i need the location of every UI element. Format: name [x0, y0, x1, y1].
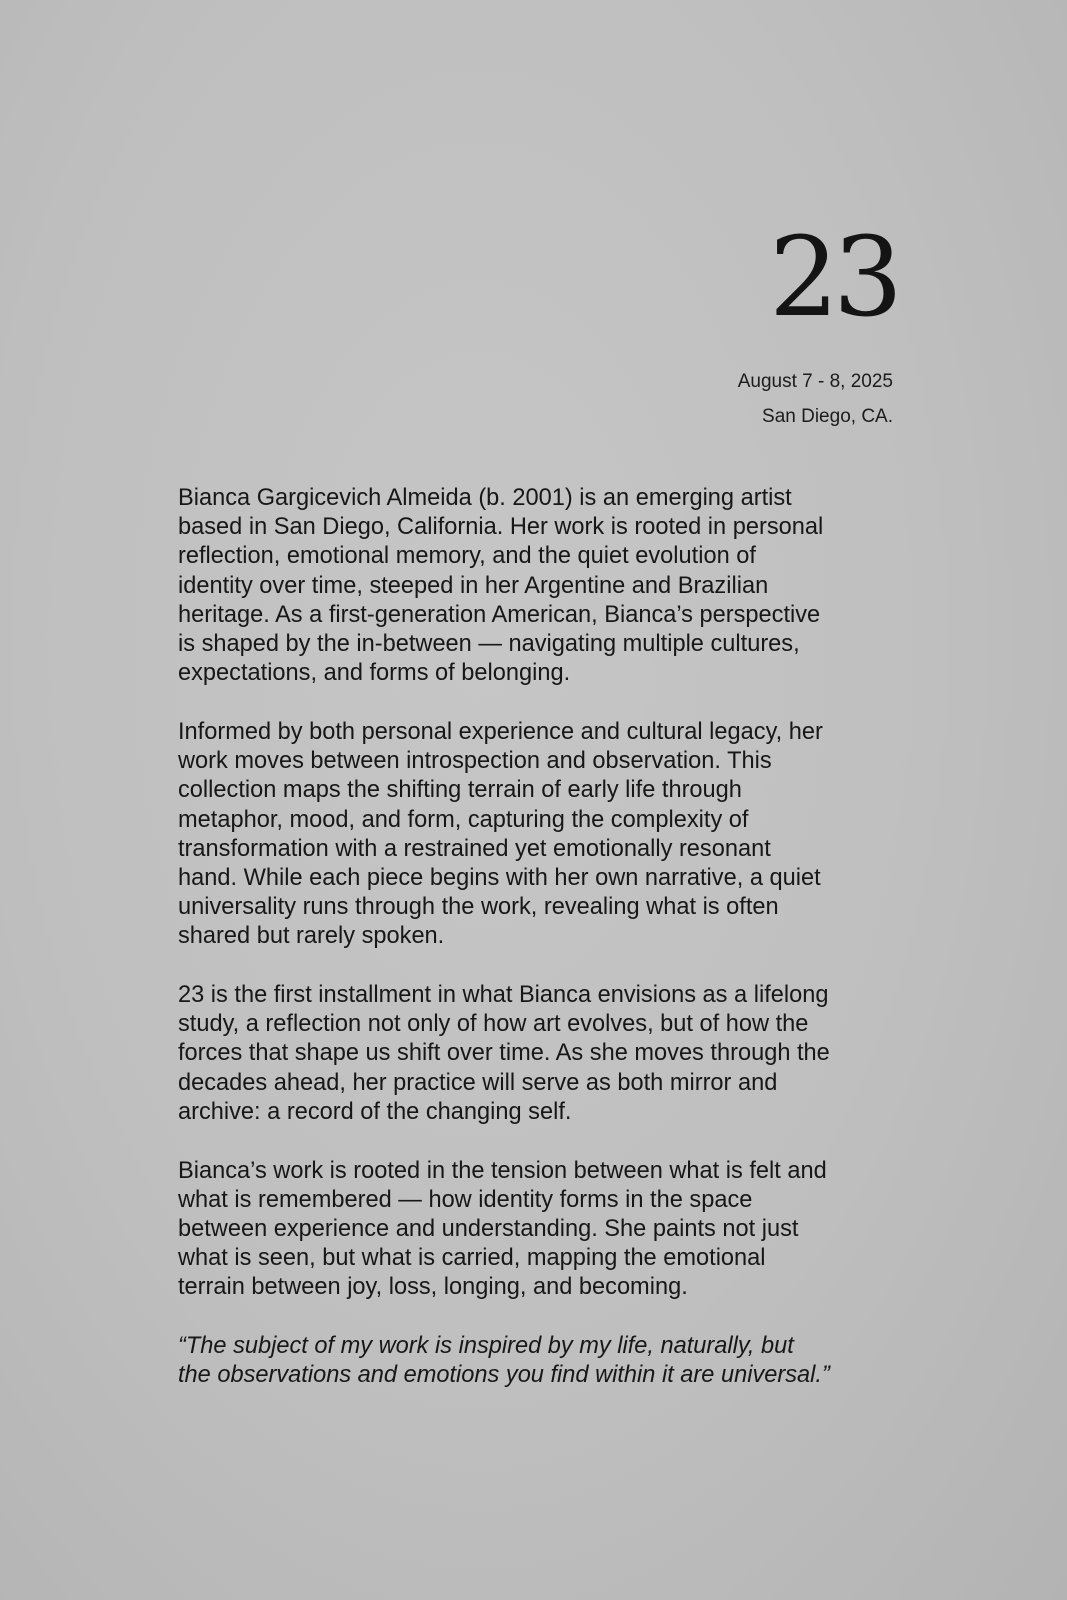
exhibit-details — [738, 364, 893, 434]
artist-statement — [178, 484, 898, 1390]
statement-paragraph-4: Bianca’s work is rooted in the tension between what is felt and what is remembered — how identity forms in the space between experience and understanding. She paints not just what is seen, but what is carried, mapping the emotional terrain between joy, loss, longing, and becoming. — [178, 1157, 827, 1301]
exhibit-location: San Diego, CA. — [762, 406, 893, 427]
statement-paragraph-2: Informed by both personal experience and cultural legacy, her work moves between introspection and observation. This collection maps the shifting terrain of early life through metaphor, mood, and form, capturing the complexity of transformation with a restrained yet emotionally resonant hand. While each piece begins with her own narrative, a quiet universality runs through the work, revealing what is often shared but rarely spoken. — [178, 718, 823, 950]
statement-paragraph-3: 23 is the first installment in what Bianca envisions as a lifelong study, a reflection not only of how art evolves, but of how the forces that shape us shift over time. As she moves through the decades ahead, her practice will serve as both mirror and archive: a record of the changing self. — [178, 982, 830, 1125]
exhibit-dates: August 7 - 8, 2025 — [737, 371, 893, 392]
statement-paragraph-1: Bianca Gargicevich Almeida (b. 2001) is an emerging artist based in San Diego, California. Her work is rooted in personal reflection, emotional memory, and the quiet evolution of identity over time, steeped in her Argentine and Brazilian heritage. As a first-generation American, Bianca’s perspective is shaped by the in-between — navigating multiple cultures, expectations, and forms of belonging. — [178, 485, 824, 687]
exhibit-number: 23 — [769, 213, 897, 341]
artist-quote: “The subject of my work is inspired by my life, naturally, but the observations and emotions you find within it are universal.” — [178, 1333, 830, 1389]
